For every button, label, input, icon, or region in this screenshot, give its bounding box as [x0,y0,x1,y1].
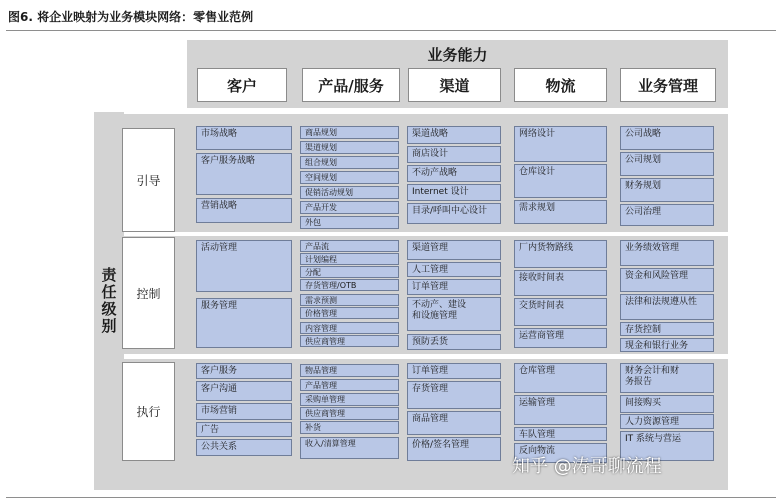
capability-header: 业务能力 [427,46,488,64]
module-block: 计划编程 [300,253,399,265]
module-block: 客户服务战略 [196,153,292,195]
module-block: 渠道规划 [300,141,399,154]
module-block: 广告 [196,422,292,437]
module-block: 存货管理/OTB [300,279,399,291]
module-block: 资金和风险管理 [620,268,714,292]
module-block: 车队管理 [514,427,607,441]
module-block: 运营商管理 [514,328,607,348]
module-block: 现金和银行业务 [620,338,714,352]
capability-column-header: 物流 [514,68,607,102]
module-block: 不动产、建设 和设施管理 [407,297,501,331]
module-block: 产品开发 [300,201,399,214]
module-block: 供应商管理 [300,335,399,347]
module-block: 仓库设计 [514,164,607,198]
module-block: 活动管理 [196,240,292,292]
module-block: 公司战略 [620,126,714,150]
module-block: 仓库管理 [514,363,607,393]
module-block: 财务会计和财 务报告 [620,363,714,393]
module-block: 预防丢货 [407,334,501,350]
module-block: 接收时间表 [514,270,607,296]
level-label: 控制 [122,237,175,349]
module-block: 需求规划 [514,200,607,224]
module-block: 商品规划 [300,126,399,139]
module-block: 内容管理 [300,322,399,334]
module-block: 价格管理 [300,307,399,319]
module-block: 客户沟通 [196,381,292,401]
capability-column-header: 客户 [197,68,287,102]
module-block: 产品流 [300,240,399,252]
module-block: 采购单管理 [300,393,399,406]
top-divider [6,30,776,31]
module-block: Internet 设计 [407,184,501,201]
module-block: 厂内货物路线 [514,240,607,268]
watermark [512,452,662,478]
module-block: 需求预测 [300,294,399,306]
module-block: 财务规划 [620,178,714,202]
module-block: 营销战略 [196,198,292,223]
level-label: 引导 [122,128,175,232]
responsibility-header-text: 责任级别 [99,267,118,335]
module-block: 分配 [300,266,399,278]
capability-column-header: 产品/服务 [302,68,400,102]
module-block: IT 系统与营运 [620,431,714,461]
module-block: 存货控制 [620,322,714,336]
module-block: 商品管理 [407,411,501,435]
capability-column-header: 业务管理 [620,68,716,102]
watermark-text: 知乎 @涛哥聊流程 [512,456,662,477]
responsibility-header [94,112,124,490]
module-block: 法律和法规遵从性 [620,294,714,320]
module-block: 公司治理 [620,204,714,226]
module-block: 订单管理 [407,279,501,295]
module-block: 公共关系 [196,439,292,456]
module-block: 空间规划 [300,171,399,184]
module-block: 交货时间表 [514,298,607,326]
module-block: 价格/签名管理 [407,437,501,461]
module-block: 存货管理 [407,381,501,409]
module-block: 产品管理 [300,379,399,391]
module-block: 订单管理 [407,363,501,379]
bottom-divider [6,497,776,498]
module-block: 补货 [300,421,399,434]
module-block: 收入/清算管理 [300,437,399,459]
module-block: 服务管理 [196,298,292,348]
module-block: 人工管理 [407,262,501,277]
module-block: 促销活动规划 [300,186,399,199]
module-block: 目录/呼叫中心设计 [407,203,501,224]
module-block: 商店设计 [407,146,501,163]
module-block: 运输管理 [514,395,607,425]
module-block: 渠道管理 [407,240,501,260]
module-block: 渠道战略 [407,126,501,144]
module-block: 组合规划 [300,156,399,169]
figure-title: 图6. 将企业映射为业务模块网络：零售业范例 [8,10,254,24]
capability-column-header: 渠道 [408,68,501,102]
module-block: 反向物流 [514,443,607,463]
module-block: 网络设计 [514,126,607,162]
module-block: 间接购买 [620,395,714,413]
module-block: 市场营销 [196,403,292,420]
module-block: 人力资源管理 [620,414,714,429]
module-block: 外包 [300,216,399,229]
module-block: 物品管理 [300,364,399,377]
module-block: 公司规划 [620,152,714,176]
module-block: 不动产战略 [407,165,501,182]
module-block: 市场战略 [196,126,292,150]
level-label: 执行 [122,362,175,461]
module-block: 客户服务 [196,363,292,379]
module-block: 业务绩效管理 [620,240,714,266]
module-block: 供应商管理 [300,407,399,420]
